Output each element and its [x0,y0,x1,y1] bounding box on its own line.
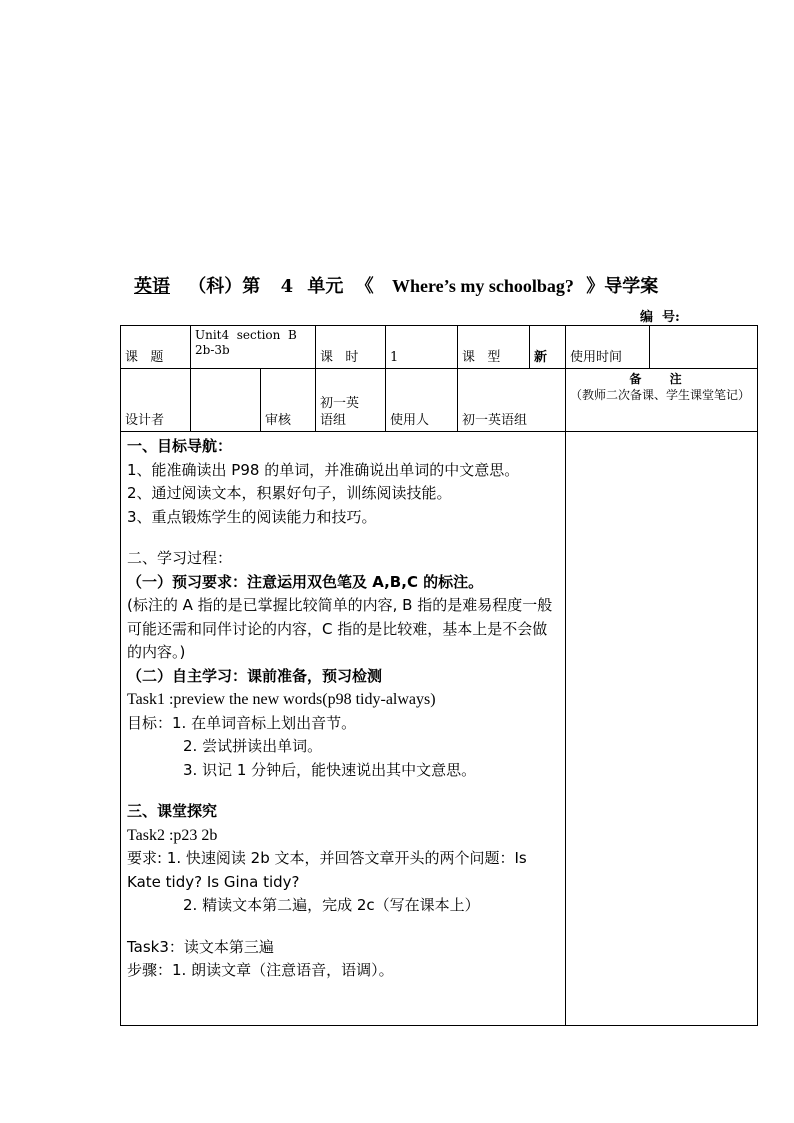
header-row-1 [121,326,758,369]
section-3-title: 三、课堂探究 [127,802,218,820]
topic-label: 课 题 [121,326,191,369]
section-1-title: 一、目标导航： [127,437,233,455]
reviewer-label: 审核 [261,369,316,432]
title-lesson: Where’s my schoolbag? [391,276,574,296]
period-value: 1 [386,326,458,369]
section-1-item-2: 2、通过阅读文本，积累好句子，训练阅读技能。 [127,484,452,502]
section-2-title: 二、学习过程： [127,549,233,567]
document-title [128,272,768,298]
section-1-item-1: 1、能准确读出 P98 的单词，并准确说出单词的中文意思。 [127,460,520,479]
section-2-sub-2: （二）自主学习：课前准备，预习检测 [127,666,383,685]
title-open-quote: 《 [355,276,374,297]
remark-title: 备 注 [629,372,694,386]
requirement-2: 2. 精读文本第二遍，完成 2c（写在课本上） [183,896,480,914]
title-ke: （科）第 [188,276,261,297]
designer-value [191,369,261,432]
group-line-1: 初一英 [320,396,360,411]
goal-2: 2. 尝试拼读出单词。 [183,737,323,755]
topic-line-2: 2b-3b [195,343,230,357]
header-row-2 [121,369,758,432]
lesson-plan-table [120,325,758,1026]
section-2-sub-1: （一）预习要求：注意运用双色笔及 A,B,C 的标注。 [127,572,484,591]
user-value: 初一英语组 [458,369,566,432]
designer-label: 设计者 [121,369,191,432]
content-cell [121,432,566,1026]
goal-3: 3. 识记 1 分钟后，能快速说出其中文意思。 [183,760,477,779]
use-time-label: 使用时间 [566,326,650,369]
period-label: 课 时 [316,326,386,369]
topic-line-1: Unit4 section B [195,328,297,342]
title-close-quote: 》导学案 [586,276,659,297]
remark-note: （教师二次备课、学生课堂笔记） [570,388,751,402]
subject: 英语 [134,276,170,297]
type-value: 新 [530,326,566,369]
group-value [316,369,386,432]
step-1: 步骤：1. 朗读文章（注意语音，语调）。 [127,961,394,979]
task-3: Task3：读文本第三遍 [127,937,274,956]
title-unit-word: 单元 [307,276,344,297]
serial-number-label: 编 号: [640,310,680,325]
section-1-item-3: 3、重点锻炼学生的阅读能力和技巧。 [127,507,377,526]
content-row [121,432,758,1026]
task-2: Task2 :p23 2b [127,826,218,844]
remark-header [566,369,758,432]
section-2-note: (标注的 A 指的是已掌握比较简单的内容, B 指的是难易程度一般可能还需和同伴讨论的内容，C 指的是比较难，基本上是不会做的内容。) [127,596,553,661]
remark-notes-cell [566,432,758,1026]
group-line-2: 语组 [320,413,347,428]
use-time-value [650,326,758,369]
task-1: Task1 :preview the new words(p98 tidy-always) [127,691,436,708]
goal-1: 目标：1. 在单词音标上划出音节。 [127,713,357,732]
type-label: 课 型 [458,326,530,369]
user-label: 使用人 [386,369,458,432]
requirement-1: 要求: 1. 快速阅读 2b 文本，并回答文章开头的两个问题：Is Kate tidy? Is Gina tidy? [127,849,527,891]
title-unit-no: 4 [280,276,294,297]
topic-value [191,326,316,369]
